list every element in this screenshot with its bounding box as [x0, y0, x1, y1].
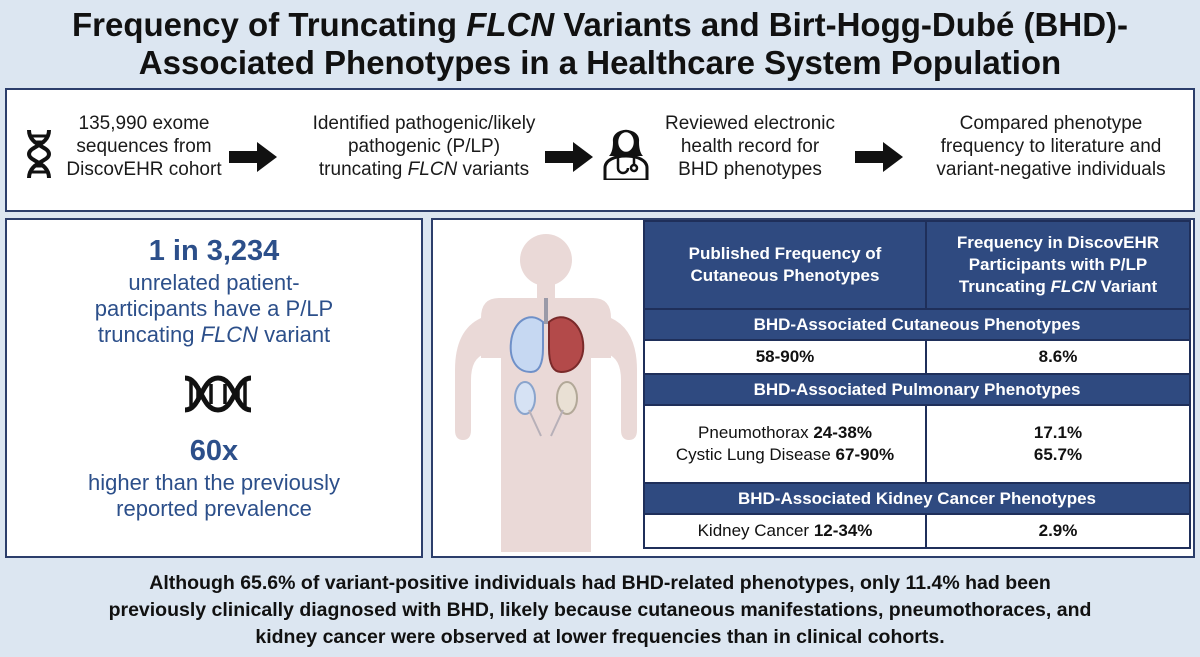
step-compared-frequency: [911, 112, 1191, 181]
human-body-illustration: [451, 230, 641, 552]
title-line-1: Frequency of Truncating FLCN Variants and Birt-Hogg-Dubé (BHD)-: [71, 6, 1129, 43]
fold-line: higher than the previously: [88, 470, 340, 495]
kidney-discovehr: 2.9%: [926, 514, 1190, 548]
prevalence-line: participants have a P/LP: [94, 296, 334, 321]
step-reviewed-ehr: [655, 112, 845, 181]
body-right-arm: [607, 318, 637, 440]
lung-left: [511, 317, 543, 372]
header-discovehr-frequency: Frequency in DiscovEHR Participants with P/LP Truncating FLCN Variant: [926, 221, 1190, 309]
arrow-right-icon: [855, 142, 903, 172]
step3-line: health record for: [680, 136, 820, 157]
summary-line: kidney cancer were observed at lower frequencies than in clinical cohorts.: [255, 625, 945, 648]
section-pulmonary: BHD-Associated Pulmonary Phenotypes: [644, 374, 1190, 405]
body-head: [520, 234, 572, 286]
prevalence-line: unrelated patient-: [128, 270, 300, 295]
table-section-row: [644, 374, 1190, 405]
cutaneous-discovehr: 8.6%: [926, 340, 1190, 374]
header-published-frequency: Published Frequency of Cutaneous Phenotypes: [644, 221, 926, 309]
dna-icon: [19, 128, 59, 180]
step4-line: Compared phenotype: [959, 113, 1143, 134]
body-torso: [481, 298, 611, 552]
step2-line: truncating FLCN variants: [318, 159, 530, 180]
table-row: [644, 340, 1190, 374]
step1-line: 135,990 exome: [78, 113, 210, 134]
prevalence-fold-description: [7, 470, 421, 522]
table-row: [644, 514, 1190, 548]
phenotype-frequency-table: [643, 220, 1191, 549]
step2-line: pathogenic (P/LP): [347, 136, 501, 157]
step1-line: sequences from: [76, 136, 212, 157]
prevalence-panel: [5, 218, 423, 558]
table-header-row: [644, 221, 1190, 309]
pulmonary-discovehr: 17.1% 65.7%: [926, 405, 1190, 483]
arrow-right-icon: [545, 142, 593, 172]
step4-line: variant-negative individuals: [936, 159, 1166, 180]
step3-line: BHD phenotypes: [678, 159, 822, 180]
table-row: [644, 405, 1190, 483]
prevalence-description: [7, 270, 421, 348]
section-cutaneous: BHD-Associated Cutaneous Phenotypes: [644, 309, 1190, 340]
step3-line: Reviewed electronic: [664, 113, 836, 134]
summary-line: previously clinically diagnosed with BHD, likely because cutaneous manifestations, pneumothoraces, and: [108, 598, 1092, 621]
body-neck: [537, 282, 555, 298]
prevalence-fold-increase: 60x: [189, 435, 239, 467]
step-identified-variants: [289, 112, 559, 181]
fold-line: reported prevalence: [116, 496, 312, 521]
table-section-row: [644, 309, 1190, 340]
step4-line: frequency to literature and: [940, 136, 1162, 157]
workflow-panel: [5, 88, 1195, 212]
prevalence-ratio: 1 in 3,234: [148, 235, 280, 267]
phenotypes-panel: [431, 218, 1195, 558]
kidney-left: [515, 382, 535, 414]
step2-line: Identified pathogenic/likely: [312, 113, 536, 134]
pulmonary-published: Pneumothorax 24-38% Cystic Lung Disease 67-90%: [644, 405, 926, 483]
table-section-row: [644, 483, 1190, 514]
title-line-2: Associated Phenotypes in a Healthcare System Population: [138, 44, 1062, 81]
prevalence-line: truncating FLCN variant: [97, 322, 331, 347]
infographic-title: [0, 4, 1200, 84]
body-left-arm: [455, 318, 485, 440]
trachea: [544, 298, 548, 324]
cutaneous-published: 58-90%: [644, 340, 926, 374]
section-kidney: BHD-Associated Kidney Cancer Phenotypes: [644, 483, 1190, 514]
kidney-published: Kidney Cancer 12-34%: [644, 514, 926, 548]
summary-line: Although 65.6% of variant-positive individuals had BHD-related phenotypes, only 11.4% had been: [149, 571, 1051, 594]
dna-icon: [183, 368, 253, 420]
kidney-right: [557, 382, 577, 414]
summary-text: [0, 566, 1200, 654]
doctor-icon: [601, 120, 651, 180]
arrow-right-icon: [229, 142, 277, 172]
step-exome-sequences: [59, 112, 229, 181]
step1-line: DiscovEHR cohort: [66, 159, 222, 180]
